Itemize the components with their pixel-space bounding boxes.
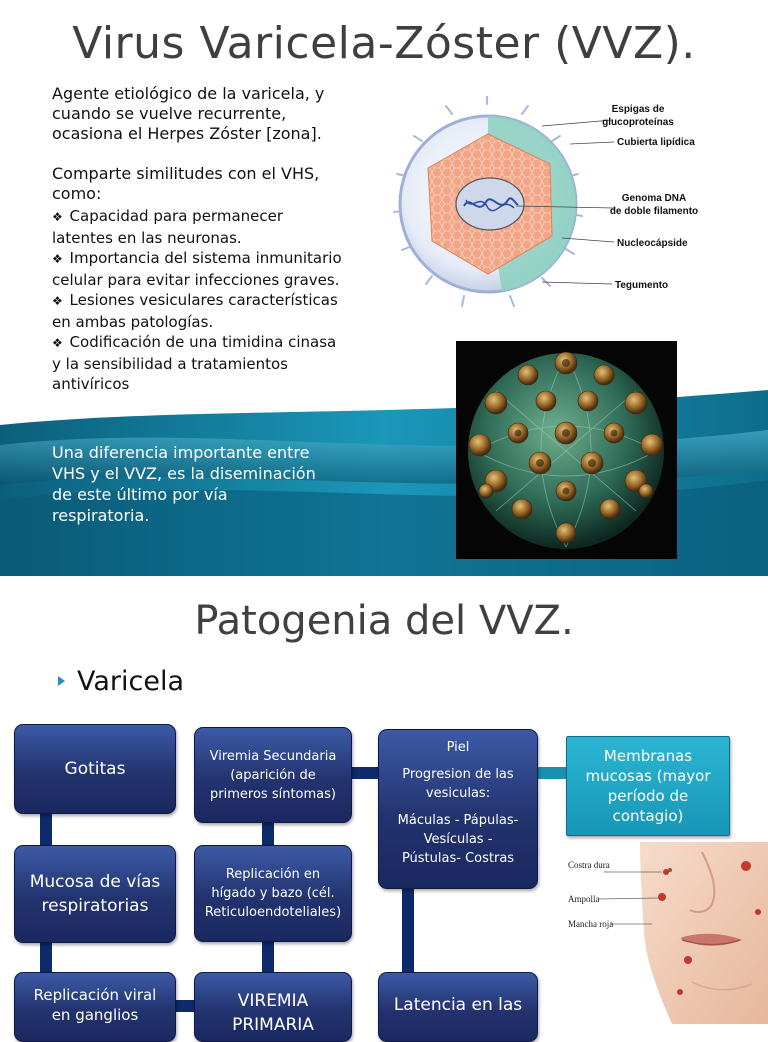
diamond-bullet-icon: ❖ xyxy=(52,252,63,266)
slide-title: Patogenia del VVZ. xyxy=(194,598,574,644)
bullet-text: celular para evitar infecciones graves. xyxy=(52,270,340,289)
diamond-bullet-icon: ❖ xyxy=(52,336,63,350)
intro-line: Agente etiológico de la varicela, y xyxy=(52,84,325,103)
connector xyxy=(262,942,274,976)
diamond-bullet-icon: ❖ xyxy=(52,210,63,224)
intro-line: ocasiona el Herpes Zóster [zona]. xyxy=(52,124,322,143)
intro-line: cuando se vuelve recurrente, xyxy=(52,104,287,123)
box-text: mucosas (mayor xyxy=(585,767,711,785)
label-genome-2: de doble filamento xyxy=(609,206,699,217)
box-text: Piel xyxy=(446,740,470,755)
box-text: Replicación en xyxy=(225,867,321,882)
box-text: Membranas xyxy=(603,747,693,765)
box-viremia-secundaria xyxy=(194,727,352,823)
box-text: Reticuloendoteliales) xyxy=(204,905,342,920)
similar-line: Comparte similitudes con el VHS, xyxy=(52,164,320,183)
box-text: Replicación viral xyxy=(33,986,157,1004)
difference-line: Una diferencia importante entre xyxy=(52,443,310,462)
box-text: contagio) xyxy=(612,807,684,825)
bullet-text: Varicela xyxy=(77,666,185,697)
diamond-bullet-icon: ❖ xyxy=(52,294,63,308)
box-replicacion-ganglios xyxy=(14,972,176,1042)
box-text: Gotitas xyxy=(64,759,126,779)
bullet-text: en ambas patologías. xyxy=(52,312,214,331)
box-text: primeros síntomas) xyxy=(210,786,336,802)
difference-line: VHS y el VVZ, es la diseminación xyxy=(52,464,316,483)
box-text: Mucosa de vías xyxy=(29,872,161,892)
box-latencia xyxy=(378,972,538,1042)
box-text: Latencia en las xyxy=(393,995,523,1015)
label-tegument: Tegumento xyxy=(615,280,669,291)
bullet-text: Importancia del sistema inmunitario xyxy=(69,249,342,267)
bullet-text: latentes en las neuronas. xyxy=(52,228,242,247)
bullet-text: antivíricos xyxy=(52,375,130,393)
difference-line: de este último por vía xyxy=(52,485,228,504)
box-text: Progresion de las xyxy=(402,767,514,782)
bullet-text: Lesiones vesiculares características xyxy=(69,291,338,309)
box-text: Pústulas- Costras xyxy=(401,851,515,866)
box-text: PRIMARIA xyxy=(232,1015,314,1035)
similar-line: como: xyxy=(52,184,102,203)
face-lesions-image xyxy=(562,842,768,1024)
connector xyxy=(40,940,52,975)
box-text: vesiculas: xyxy=(425,786,491,801)
connector xyxy=(352,767,380,779)
box-membranas xyxy=(566,736,730,836)
face-illustration xyxy=(562,842,768,1024)
box-text: (aparición de xyxy=(230,767,316,783)
bullet-text: Capacidad para permanecer xyxy=(69,207,284,225)
label-capsid: Nucleocápside xyxy=(617,238,688,249)
box-replicacion-higado xyxy=(194,845,352,942)
label-genome-1: Genoma DNA xyxy=(621,193,687,204)
box-viremia-primaria xyxy=(194,972,352,1042)
box-text: período de xyxy=(607,787,689,805)
label-mancha: Mancha roja xyxy=(568,919,614,929)
difference-text xyxy=(52,442,382,526)
box-text: Vesículas - xyxy=(423,832,493,847)
label-spikes-2: glucoproteínas xyxy=(602,117,674,128)
label-ampolla: Ampolla xyxy=(568,894,600,904)
bullet-text: Codificación de una timidina cinasa xyxy=(69,333,337,351)
label-envelope: Cubierta lipídica xyxy=(617,137,695,148)
connector xyxy=(402,888,414,974)
box-mucosa xyxy=(14,845,176,943)
box-text: VIREMIA xyxy=(237,991,309,1011)
intro-text-block xyxy=(52,84,382,395)
connector xyxy=(538,767,568,779)
box-gotitas xyxy=(14,724,176,814)
bullet-varicela xyxy=(58,666,184,697)
bullet-text: y la sensibilidad a tratamientos xyxy=(52,354,288,373)
box-text: Viremia Secundaria xyxy=(209,748,337,764)
box-text: respiratorias xyxy=(41,896,149,916)
box-piel xyxy=(378,729,538,889)
slide-title: Virus Varicela-Zóster (VVZ). xyxy=(72,18,696,69)
virus-3d-illustration xyxy=(456,341,677,559)
label-spikes-1: Espigas de xyxy=(611,104,665,115)
box-text: en ganglios xyxy=(51,1006,139,1024)
triangle-bullet-icon xyxy=(58,676,65,686)
label-costra: Costra dura xyxy=(568,860,610,870)
box-text: Máculas - Pápulas- xyxy=(397,813,519,828)
box-text: hígado y bazo (cél. xyxy=(211,886,335,901)
virus-structure-diagram xyxy=(392,96,742,324)
difference-line: respiratoria. xyxy=(52,506,150,525)
virus-render-image xyxy=(456,341,677,559)
